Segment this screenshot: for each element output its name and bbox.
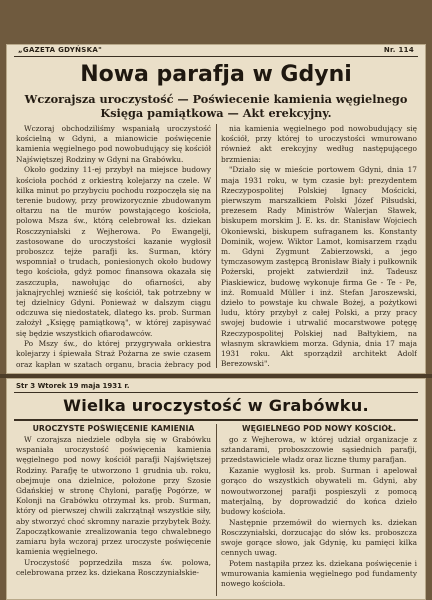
paragraph: Wczoraj obchodziliśmy wspaniałą uroczystość kościelną w Gdyni, a mianowicie poświęcenie kamienia węgielnego pod nowobudujący się kościół Najświętszej Rodziny w Gdyni na Grabówku.	[16, 124, 211, 164]
column-divider	[216, 424, 217, 596]
column-divider	[216, 124, 217, 368]
issue-number: Nr. 114	[383, 46, 414, 54]
paragraph: "Działo się w mieście portowem Gdyni, dnia 17 maja 1931 roku, w tym czasie był: prezydentem Rzeczypospolitej Polskiej Ignacy Mościcki, pierwszym marszałkiem Polski Józef Piłsudski, prezesem Rady Ministrów Walerjan Sławek, biskupem morskim J. E. ks. dr. Stanisław Wojciech Okoniewski, biskupem sufraganem ks. Konstanty Dominik, wojew. Wiktor Lamot, komisarzem rządu m. Gdyni Zygmunt Zabierzowski, a jego tymczasowym zastępcą Bronisław Biały i pułkownik Pożerski, projekt zatwierdził inż. Tadeusz Piaskiewicz, budowę wykonuje firma Ge - Te - Pe, inż. Romuald Müller i inż. Stefan Jaroszewski, dzieło to powstaje ku chwale Bożej, a pożytkowi ludu, który przybył z całej Polski, a przy pracy swojej budowie i utrwalić mocarstwowe potęgę Rzeczypospolitej Polskiej nad Bałtykiem, na własnym skrawkiem morza. Gdynia, dnia 17 maja 1931 roku. Akt sporządził architekt Adolf Berezowski".	[221, 165, 417, 369]
article-column-right	[221, 124, 417, 370]
paragraph: Po Mszy św., do której przygrywała orkiestra kolejarzy i śpiewała Straż Pożarna ze swie czasem oraz kapłan w szatach organu, bracia żebracy pod	[16, 339, 211, 369]
article-column-left	[16, 424, 211, 598]
section-heading: UROCZYSTE POŚWIĘCENIE KAMIENIA	[32, 424, 195, 433]
masthead-rule	[14, 56, 418, 57]
article-subtitle-2: Księga pamiątkowa — Akt erekcyjny.	[100, 106, 332, 120]
paragraph: nia kamienia węgielnego pod nowobudujący się kościół, przy której to uroczystości wmurowano również akt erekcyjny według następującego brzmienia:	[221, 124, 417, 164]
article-subtitle-1: Wczorajsza uroczystość — Poświecenie kamienia węgielnego	[24, 92, 408, 106]
section-heading: WĘGIELNEGO POD NOWY KOŚCIÓŁ.	[242, 424, 396, 433]
newspaper-clipping-bottom	[6, 378, 426, 600]
paragraph: Potem nastąpiła przez ks. dziekana poświęcenie i wmurowania kamienia węgielnego pod fundamenty nowego kościoła.	[221, 558, 417, 589]
paragraph: Kazanie wygłosił ks. prob. Surman i apelował gorąco do wszystkich obywateli m. Gdyni, aby nowoutworzonej parafji pospieszyli z pomocą materjalną, by doprowadzić do końca dzieło budowy kościoła.	[221, 466, 417, 516]
paragraph: Następnie przemówił do wiernych ks. dziekan Rosczzyniałski, dorzucając do słów ks. proboszcza swoje gorące słowo, jak Gdynię, ku pamięci kilka cennych uwag.	[221, 517, 417, 558]
title-rule	[14, 419, 418, 421]
dateline: Str 3 Wtorek 19 maja 1931 r.	[16, 382, 130, 390]
article-column-left	[16, 124, 211, 370]
paragraph: W czorajsza niedziele odbyła się w Grabówku wspaniała uroczystość poświęcenia kamienia węgielnego pod nowy kościół parafji Najświętszej Rodziny. Parafję te utworzono 1 grudnia ub. roku, obejmuje ona dzielnice, położone przy Szosie Gdańskiej w stronę Chyloni, parafję Pogórze, w Kolonji na Grabówku otrzymał ks. prob. Surman, który od pierwszej chwili zakrzątnął wszystkie siły, aby stworzyć choć skromny narazie przybytek Boży. Zapoczątkowanie zrealizowania tego chwalebnego zamiaru była wczoraj przez uroczyste poświęcenie kamienia węgielnego.	[16, 435, 211, 557]
article-column-right	[221, 424, 417, 598]
article-title: Wielka uroczystość w Grabówku.	[63, 396, 369, 415]
masthead-line	[14, 44, 418, 56]
newspaper-name: „GAZETA GDYŃSKA"	[18, 46, 103, 54]
paragraph: go z Wejherowa, w której udział organizacje z sztandarami, proboszczowie sąsiednich parafji, przedstawiciele władz oraz liczne tłumy parafjan.	[221, 435, 417, 465]
paragraph: Około godziny 11-ej przybył na miejsce budowy kościoła pochód z orkiestrą kolejarzy na czele. W kilka minut po przybyciu pochodu rozpoczęła się na terenie budowy, przy prowizorycznie zbudowanym ołtarzu na tle murów powstającego kościoła, polowa Msza św., którą celebrował ks. dziekan Rosczzyniałski z Wejherowa. Po Ewangelji, zastosowane do uroczystości kazanie wygłosił proboszcz tejże parafji ks. Surman, który wspomniał o trudach, poniesionych około budowy tego kościoła, gdyż pomoc finansowa okazała się zaszczupła, nawołując do ofiarności, aby jaknajrychlej wznieść się kościół, tak potrzebny w tej dzielnicy Gdyni. Ponieważ w dalszym ciągu odczuwa się niedostatek, dlatego ks. prob. Surman założył „Księgę pamiątkową", w której zapisywać się będzie wszystkich ofiarodawców.	[16, 165, 211, 338]
dateline-rule	[14, 392, 418, 393]
paragraph: Uroczystość poprzedziła msza św. polowa, celebrowana przez ks. dziekana Rosczzyniałskie-	[16, 557, 211, 578]
article-title: Nowa parafja w Gdyni	[80, 62, 352, 87]
newspaper-clipping-top	[6, 44, 426, 374]
